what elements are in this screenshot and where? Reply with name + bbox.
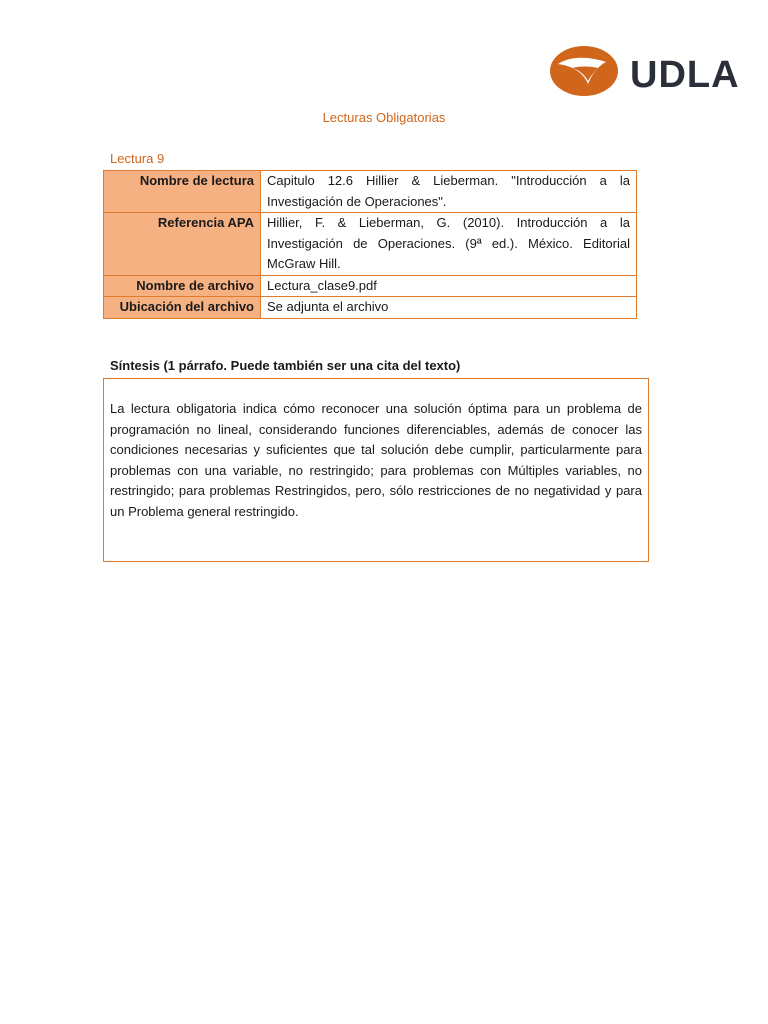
row-value: Capitulo 12.6 Hillier & Lieberman. "Introducción a la Investigación de Operaciones".: [261, 171, 637, 213]
sintesis-box: [103, 378, 649, 562]
udla-logo: [548, 44, 740, 100]
row-value: Se adjunta el archivo: [261, 297, 637, 319]
row-label: Ubicación del archivo: [104, 297, 261, 319]
table-row: [104, 275, 637, 297]
table-row: [104, 171, 637, 213]
table-row: [104, 297, 637, 319]
row-label: Referencia APA: [104, 213, 261, 276]
row-value: Lectura_clase9.pdf: [261, 275, 637, 297]
sintesis-text: La lectura obligatoria indica cómo reconocer una solución óptima para un problema de programación no lineal, considerando funciones diferenciables, además de conocer las condiciones necesarias y suficientes que tal solución debe cumplir, particularmente para problemas con una variable, no restringido; para problemas con Múltiples variables, no restringido; para problemas Restringidos, pero, sólo restricciones de no negatividad y para un Problema general restringido.: [110, 401, 642, 519]
row-value: Hillier, F. & Lieberman, G. (2010). Introducción a la Investigación de Operaciones. (9ª ed.). México. Editorial McGraw Hill.: [261, 213, 637, 276]
sintesis-heading: Síntesis (1 párrafo. Puede también ser una cita del texto): [110, 358, 461, 373]
table-row: [104, 213, 637, 276]
page-title: Lecturas Obligatorias: [322, 110, 446, 125]
udla-emblem-icon: [550, 46, 618, 96]
row-label: Nombre de lectura: [104, 171, 261, 213]
lectura-info-table: [103, 170, 637, 319]
lectura-label: Lectura 9: [110, 151, 165, 166]
row-label: Nombre de archivo: [104, 275, 261, 297]
udla-wordmark: UDLA: [630, 54, 740, 96]
